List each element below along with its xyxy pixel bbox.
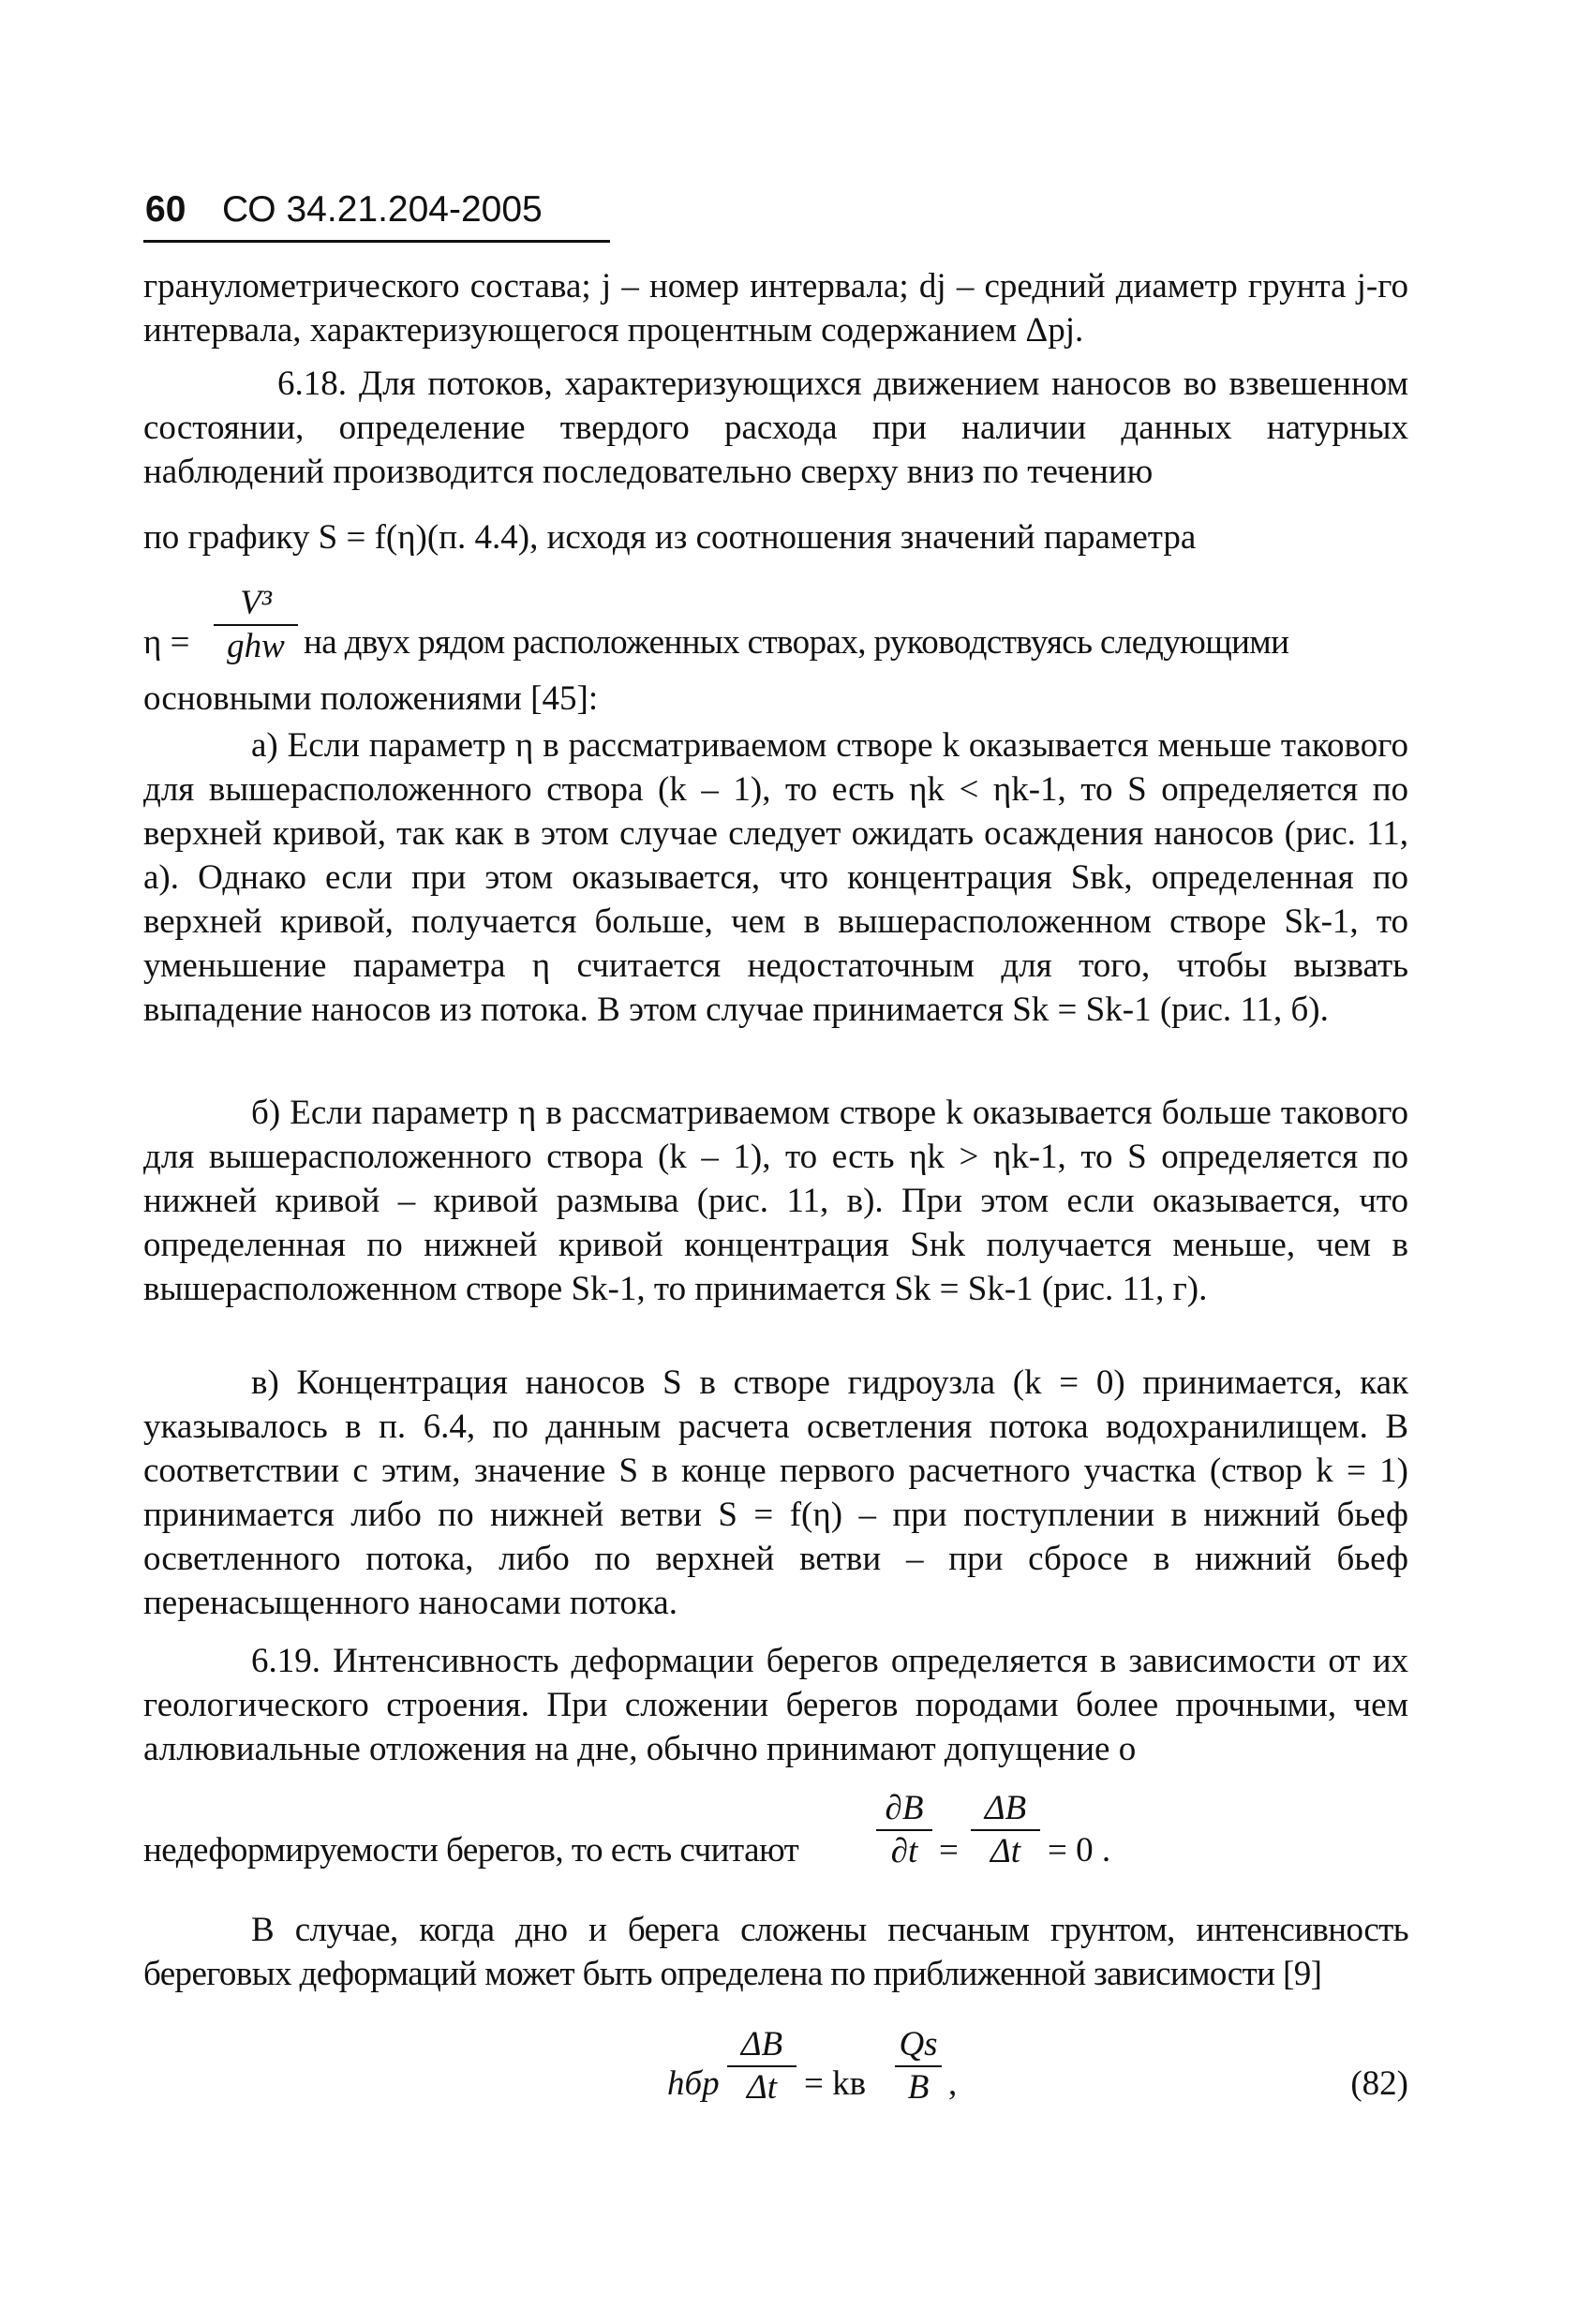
eta-symbol: η = <box>143 623 190 662</box>
formula-82-delta-fraction <box>727 2024 796 2108</box>
paragraph-sandy-banks: В случае, когда дно и берега сложены песчаным грунтом, интенсивность береговых деформаций может быть определена по приближенной зависимости [9] <box>143 1911 1408 1993</box>
graph-reference-line: по графику S = f(η)(п. 4.4), исходя из соотношения значений параметра <box>143 518 1197 557</box>
page-number: 60 <box>145 189 186 230</box>
formula-82-qs: Qs <box>899 2025 938 2063</box>
equals-zero: = 0 . <box>1048 1831 1111 1870</box>
delta-fraction <box>971 1788 1040 1872</box>
paragraph-6-19: 6.19. Интенсивность деформации берегов определяется в зависимости от их геологического строения. При сложении берегов породами более прочными, чем аллювиальные отложения на дне, обычно принимают допущение о <box>143 1642 1408 1768</box>
non-deformability-text: недеформируемости берегов, то есть считают <box>143 1831 799 1870</box>
eta-suffix-text: на двух рядом расположенных створах, руководствуясь следующими <box>304 623 1289 662</box>
paragraph-v: в) Концентрация наносов S в створе гидроузла (k = 0) принимается, как указывалось в п. 6.4, по данным расчета осветления потока водохранилищем. В соответствии с этим, значение S в конце первого расчетного участка (створ k = 1) принимается либо по нижней ветви S = f(η) – при поступлении в нижний бьеф осветленного потока, либо по верхней ветви – при сбросе в нижний бьеф перенасыщенного наносами потока. <box>143 1363 1408 1622</box>
paragraph-granulometry: гранулометрического состава; j – номер интервала; dj – средний диаметр грунта j-го интервала, характеризующегося процентным содержанием Δpj. <box>143 267 1408 350</box>
formula-k: = kв <box>804 2064 867 2103</box>
formula-82-delta-denominator: Δt <box>747 2068 777 2107</box>
partial-derivative-fraction <box>876 1788 932 1872</box>
partial-numerator: ∂B <box>885 1789 924 1827</box>
paragraph-b: б) Если параметр η в рассматриваемом створе k оказывается больше такового для вышерасположенного створа (k – 1), то есть ηk > ηk-1, то S определяется по нижней кривой – кривой размыва (рис. 11, в). При этом если оказывается, что определенная по нижней кривой концентрация Sнk получается меньше, чем в вышерасположенном створе Sk-1, то принимается Sk = Sk-1 (рис. 11, г). <box>143 1094 1408 1308</box>
delta-numerator: ΔB <box>984 1789 1027 1827</box>
paragraph-a: а) Если параметр η в рассматриваемом створе k оказывается меньше такового для вышерасположенного створа (k – 1), то есть ηk < ηk-1, то S определяется по верхней кривой, так как в этом случае следует ожидать осаждения наносов (рис. 11, а). Однако если при этом оказывается, что концентрация Sвk, определенная по верхней кривой, получается больше, чем в вышерасположенном створе Sk-1, то уменьшение параметра η считается недостаточным для того, чтобы вызвать выпадение наносов из потока. В этом случае принимается Sk = Sk-1 (рис. 11, б). <box>143 726 1408 1029</box>
paragraph-6-18: 6.18. Для потоков, характеризующихся движением наносов во взвешенном состоянии, определение твердого расхода при наличии данных натурных наблюдений производится последовательно сверху вниз по течению <box>143 365 1408 491</box>
formula-h-symbol: hбр <box>667 2064 720 2103</box>
formula-82-qs-fraction <box>895 2024 942 2108</box>
partial-denominator: ∂t <box>890 1832 918 1870</box>
basic-provisions-line: основными положениями [45]: <box>143 679 599 718</box>
page-header <box>143 184 610 243</box>
equals-sign: = <box>939 1831 959 1870</box>
eta-denominator: ghw <box>227 627 285 665</box>
formula-82-b: B <box>907 2068 930 2107</box>
eta-numerator: V³ <box>240 584 272 622</box>
eta-fraction <box>214 583 298 667</box>
equation-number: (82) <box>1350 2064 1408 2103</box>
formula-82-delta-numerator: ΔB <box>740 2025 783 2063</box>
formula-comma: , <box>948 2064 958 2103</box>
document-code: СО 34.21.204-2005 <box>222 189 543 230</box>
delta-denominator: Δt <box>990 1832 1020 1870</box>
